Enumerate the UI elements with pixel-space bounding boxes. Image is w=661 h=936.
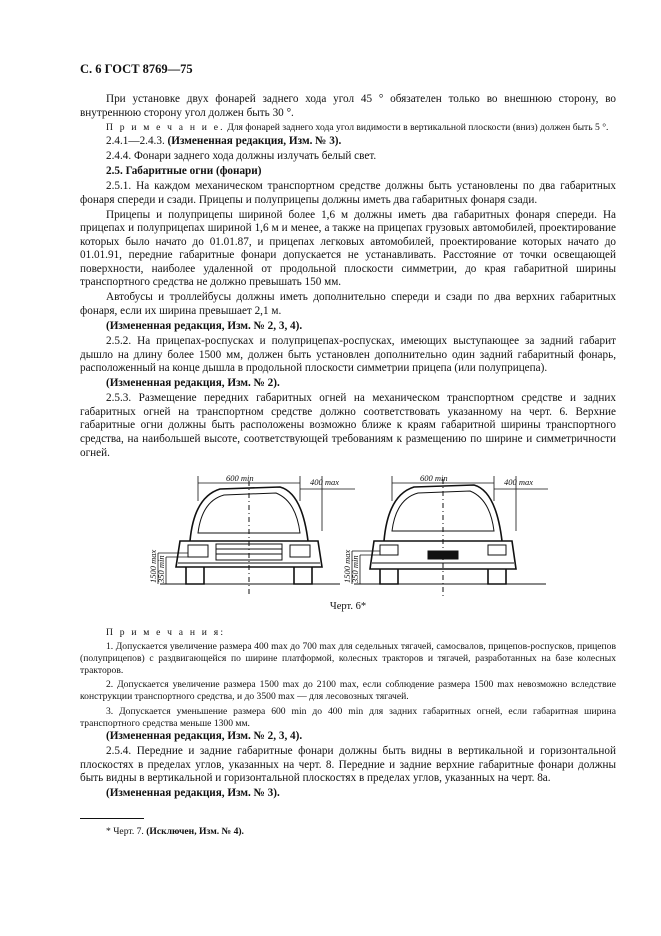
- footnote: [106, 826, 244, 837]
- note-item: 1. Допускается увеличение размера 400 max до 700 max для седельных тягачей, самосвалов, прицепов-роспусков, прицепов (полуприцепов) с раздвигающейся по ширине платформой, колесных тракторов и тягачей, разработанных на базе колесных тракторов.: [80, 641, 616, 677]
- figure-6: [150, 471, 550, 601]
- paragraph: 2.4.4. Фонари заднего хода должны излучать белый свет.: [106, 149, 377, 162]
- dim-label-600-left: 600 min: [226, 473, 254, 483]
- note-label: П р и м е ч а н и е.: [106, 121, 225, 133]
- page-header: С. 6 ГОСТ 8769—75: [80, 62, 193, 76]
- section-heading: 2.5. Габаритные огни (фонари): [106, 164, 262, 177]
- note-item: 3. Допускается уменьшение размера 600 min до 400 min для задних габаритных огней, если габаритная ширина транспортного средства меньше 1300 мм.: [80, 705, 616, 729]
- amendment-note: (Измененная редакция, Изм. № 2, 3, 4).: [106, 730, 303, 742]
- amendment-note: (Измененная редакция, Изм. № 3).: [106, 787, 280, 800]
- footnote-text: * Черт. 7.: [106, 826, 144, 837]
- clause-number: 2.4.1—2.4.3.: [106, 134, 165, 147]
- dim-label-1500-left: 1500 max: [148, 549, 158, 583]
- car-diagrams: [150, 471, 550, 601]
- note-text: Для фонарей заднего хода угол видимости в вертикальной плоскости (вниз) должен быть 5 °.: [224, 121, 609, 133]
- main-text: [80, 93, 616, 462]
- dim-label-350-right: 350 min: [350, 555, 360, 583]
- amendment-line: [80, 135, 616, 149]
- dim-label-600-right: 600 min: [420, 473, 448, 483]
- note-paragraph: [80, 122, 616, 134]
- dim-label-350-left: 350 min: [156, 555, 166, 583]
- dim-label-400-right: 400 max: [504, 477, 534, 487]
- amendment-note: (Измененная редакция, Изм. № 2, 3, 4).: [106, 320, 303, 333]
- notes-title: П р и м е ч а н и я:: [106, 627, 226, 638]
- after-text: [80, 730, 616, 802]
- footnote-rule: [80, 818, 144, 819]
- dim-label-1500-right: 1500 max: [342, 549, 352, 583]
- paragraph: При установке двух фонарей заднего хода угол 45 ° обязателен только во внешнюю сторону, во внутреннюю сторону угол должен быть 30 °.: [80, 93, 616, 119]
- paragraph: Автобусы и троллейбусы должны иметь дополнительно спереди и сзади по два верхних габаритных фонаря, если их ширина превышает 2,1 м.: [80, 291, 616, 318]
- note-item: 2. Допускается увеличение размера 1500 max до 2100 max, если соблюдение размера 1500 max невозможно вследствие конструкции транспортного средства, и до 3500 max — для лесовозных тягачей.: [80, 679, 616, 703]
- car-rear-view: [354, 479, 546, 597]
- paragraph: 2.5.1. На каждом механическом транспортном средстве должны быть установлены по два габаритных фонаря спереди и сзади. Прицепы и полуприцепы должны иметь два габаритных фонаря сзади.: [80, 179, 616, 206]
- paragraph: 2.5.3. Размещение передних габаритных огней на механическом транспортном средстве и задних габаритных огней на транспортном средстве должно соответствовать указанному на черт. 6. Верхние габаритные огни должны быть расположены возможно ближе к краям габаритной ширины транспортного средства, на наибольшей высоте, соответствующей требованиям к размещению по ширине и симметричности огней.: [80, 392, 616, 459]
- figure-caption: Черт. 6*: [329, 601, 367, 612]
- paragraph: 2.5.4. Передние и задние габаритные фонари должны быть видны в вертикальной и горизонтальной плоскостях в пределах углов, указанных на черт. 8. Передние и задние верхние габаритные фонари должны быть видны в вертикальной и горизонтальной плоскостях в пределах углов, указанных на черт. 8а.: [80, 744, 616, 785]
- footnote-bold: (Исключен, Изм. № 4).: [143, 826, 244, 837]
- dim-label-400-left: 400 max: [310, 477, 340, 487]
- car-front-view: [160, 481, 340, 597]
- paragraph: Прицепы и полуприцепы шириной более 1,6 м должны иметь два габаритных фонаря спереди. На прицепах и полуприцепах шириной 1,6 м и менее, а также на прицепах грузовых автомобилей, проектирование которых было начато до 01.01.87, и прицепах легковых автомобилей, проектирование которых начато до 01.01.91, передние габаритные фонари допускается не устанавливать. Расстояние от точки освещающей поверхности, наиболее удаленной от продольной плоскости симметрии, до края габаритной ширины транспортного средства не должно превышать 150 мм.: [80, 208, 616, 289]
- notes-block: [80, 627, 616, 732]
- amendment-note: (Измененная редакция, Изм. № 2).: [106, 377, 280, 390]
- paragraph: 2.5.2. На прицепах-роспусках и полуприцепах-роспусках, имеющих выступающее за задний габарит дышло на длину более 1500 мм, должен быть установлен дополнительно один задний габаритный фонарь, расположенный на конце дышла в продольной плоскости симметрии прицепа (или полуприцепа).: [80, 335, 616, 375]
- amendment-note: (Измененная редакция, Изм. № 3).: [164, 134, 342, 147]
